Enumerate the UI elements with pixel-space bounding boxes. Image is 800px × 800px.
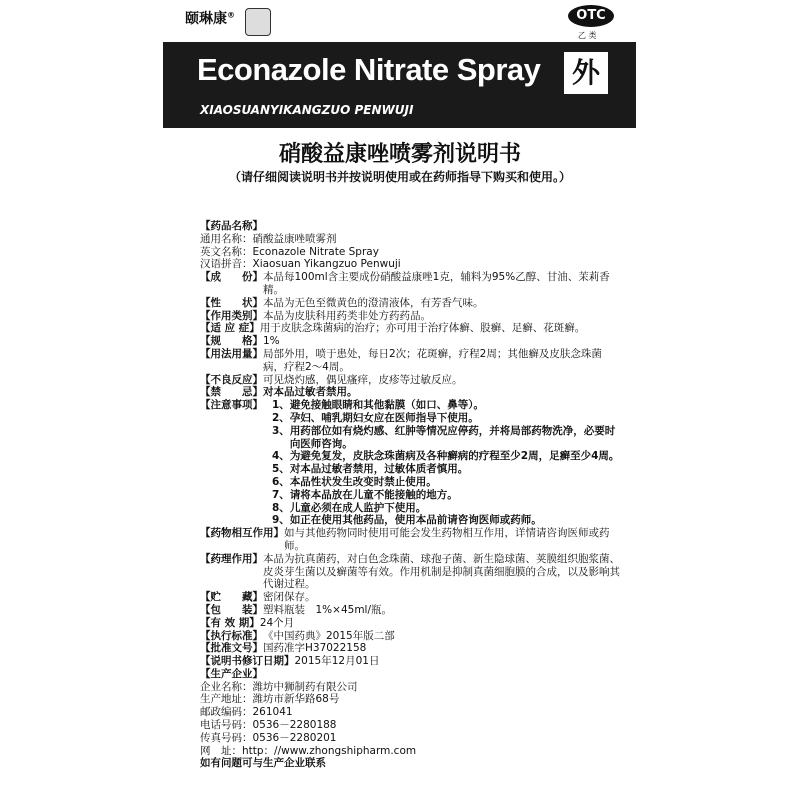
field-company — [200, 681, 620, 694]
section-value: 密闭保存。 — [263, 591, 316, 604]
precaution-number: 6、 — [272, 475, 290, 488]
section-manufacturer: 【生产企业】 — [200, 667, 263, 680]
field-value: http：//www.zhongshipharm.com — [242, 744, 417, 757]
precaution-item — [200, 399, 620, 412]
section-label: 【执行标准】 — [200, 629, 263, 642]
field-value: 261041 — [252, 706, 293, 719]
section-value: 塑料瓶装 1%×45ml/瓶。 — [263, 603, 392, 616]
precaution-text: 如正在使用其他药品，使用本品前请咨询医师或药师。 — [289, 514, 542, 527]
precaution-item — [200, 463, 620, 476]
section-composition — [200, 271, 620, 297]
section-label: 【作用类别】 — [200, 309, 263, 322]
precaution-text: 本品性状发生改变时禁止使用。 — [289, 475, 437, 488]
precaution-text: 对本品过敏者禁用，过敏体质者慎用。 — [289, 463, 469, 476]
precautions-list — [200, 399, 620, 527]
section-spec — [200, 335, 620, 348]
precaution-item — [200, 450, 620, 463]
precaution-item — [200, 514, 620, 527]
section-standard — [200, 630, 620, 643]
leaflet-body — [200, 220, 620, 770]
section-value: 国药准字H37022158 — [263, 642, 367, 655]
field-pinyin — [200, 258, 620, 271]
field-value: 硝酸益康唑喷雾剂 — [252, 232, 337, 245]
external-use-mark: 外 — [564, 52, 608, 94]
field-address — [200, 693, 620, 706]
precaution-number: 7、 — [272, 488, 290, 501]
field-label: 传真号码： — [200, 731, 253, 744]
section-adverse — [200, 374, 620, 387]
section-label: 【成 份】 — [200, 271, 263, 284]
section-contraindication — [200, 386, 620, 399]
field-english-name — [200, 246, 620, 259]
section-validity — [200, 617, 620, 630]
section-value: 本品为抗真菌药，对白色念珠菌、球孢子菌、新生隐球菌、荚膜组织胞浆菌、皮炎芽生菌以及癣菌等有效。作用机制是抑制真菌细胞膜的合成，以及影响其代谢过程。 — [263, 552, 620, 591]
otc-class-label: 乙 类 — [578, 31, 597, 40]
section-value: 本品每100ml含主要成份硝酸益康唑1克，辅料为95%乙醇、甘油、茉莉香精。 — [263, 271, 610, 296]
section-label: 【有 效 期】 — [200, 616, 260, 629]
section-character — [200, 297, 620, 310]
precaution-text: 请将本品放在儿童不能接触的地方。 — [289, 488, 458, 501]
field-fax — [200, 732, 620, 745]
field-label: 网 址： — [200, 744, 242, 757]
field-value: 0536－2280201 — [252, 731, 337, 744]
precaution-text: 孕妇、哺乳期妇女应在医师指导下使用。 — [289, 411, 479, 424]
field-generic-name — [200, 233, 620, 246]
section-category — [200, 310, 620, 323]
precaution-number: 1、 — [272, 399, 290, 412]
document-subtitle: （请仔细阅读说明书并按说明使用或在药师指导下购买和使用。） — [228, 170, 571, 184]
section-value: 用于皮肤念珠菌病的治疗；亦可用于治疗体癣、股癣、足癣、花斑癣。 — [259, 322, 586, 335]
precaution-item — [200, 412, 620, 425]
section-value: 《中国药典》2015年版二部 — [263, 629, 395, 642]
section-label: 【用法用量】 — [200, 347, 263, 360]
section-value: 局部外用，喷于患处，每日2次；花斑癣，疗程2周；其他癣及皮肤念珠菌病，疗程2～4周。 — [263, 347, 602, 373]
precaution-number: 4、 — [272, 450, 290, 463]
precaution-text: 儿童必须在成人监护下使用。 — [289, 501, 427, 514]
section-label: 【适 应 症】 — [200, 322, 260, 335]
brand-name: 颐琳康® — [185, 10, 235, 27]
precaution-number: 2、 — [272, 411, 290, 424]
field-postcode — [200, 706, 620, 719]
section-interaction — [200, 527, 620, 553]
otc-badge: OTC — [568, 5, 614, 27]
section-indication — [200, 322, 620, 335]
precaution-item — [200, 476, 620, 489]
precaution-number: 5、 — [272, 463, 290, 476]
field-label: 企业名称： — [200, 680, 253, 693]
section-value: 本品为无色至微黄色的澄清液体，有芳香气味。 — [263, 296, 484, 309]
field-label: 通用名称： — [200, 232, 253, 245]
section-label: 【禁 忌】 — [200, 386, 263, 399]
field-label: 电话号码： — [200, 719, 253, 732]
section-pharmacology — [200, 553, 620, 591]
field-phone — [200, 719, 620, 732]
field-value: 潍坊中狮制药有限公司 — [252, 680, 358, 693]
section-label: 【包 装】 — [200, 603, 263, 616]
section-label: 【药理作用】 — [200, 552, 263, 565]
section-storage — [200, 591, 620, 604]
field-label: 英文名称： — [200, 245, 253, 258]
field-value: 潍坊市新华路68号 — [252, 693, 340, 706]
english-product-title: Econazole Nitrate Spray — [197, 52, 541, 87]
section-value: 如与其他药物同时使用可能会发生药物相互作用，详情请咨询医师或药师。 — [284, 527, 610, 552]
field-label: 邮政编码： — [200, 706, 253, 719]
precaution-number: 3、 — [272, 424, 290, 437]
precaution-number: 9、 — [272, 514, 290, 527]
field-website — [200, 745, 620, 758]
footer-note: 如有问题可与生产企业联系 — [200, 757, 326, 770]
precaution-item — [200, 502, 620, 515]
section-label: 【贮 藏】 — [200, 591, 263, 604]
section-value: 2015年12月01日 — [294, 655, 380, 668]
section-value: 本品为皮肤科用药类非处方药药品。 — [263, 309, 431, 322]
field-value: 0536－2280188 — [252, 719, 337, 732]
section-label: 【不良反应】 — [200, 373, 263, 386]
section-value: 可见烧灼感，偶见瘙痒，皮疹等过敏反应。 — [263, 373, 463, 386]
section-value: 24个月 — [259, 616, 295, 629]
section-drug-name: 【药品名称】 — [200, 220, 263, 232]
section-usage — [200, 348, 620, 374]
section-label: 【性 状】 — [200, 296, 263, 309]
precaution-item — [200, 489, 620, 502]
field-label: 汉语拼音： — [200, 258, 253, 271]
section-label: 【说明书修订日期】 — [200, 655, 295, 668]
lion-logo-icon — [245, 8, 271, 36]
pinyin-product-title: XIAOSUANYIKANGZUO PENWUJI — [200, 103, 414, 117]
precaution-text: 用药部位如有烧灼感、红肿等情况应停药，并将局部药物洗净，必要时向医师咨询。 — [289, 424, 616, 450]
section-value: 1% — [263, 335, 280, 348]
section-approval — [200, 642, 620, 655]
document-title: 硝酸益康唑喷雾剂说明书 — [278, 142, 521, 167]
section-label: 【药物相互作用】 — [200, 527, 284, 540]
precaution-text: 避免接触眼睛和其他黏膜（如口、鼻等）。 — [289, 399, 485, 412]
field-value: Xiaosuan Yikangzuo Penwuji — [252, 258, 401, 271]
precaution-text: 为避免复发，皮肤念珠菌病及各种癣病的疗程至少2周，足癣至少4周。 — [289, 450, 620, 463]
section-package — [200, 604, 620, 617]
section-revision-date — [200, 655, 620, 668]
section-precautions: 【注意事项】 — [200, 399, 263, 412]
field-value: Econazole Nitrate Spray — [252, 245, 379, 258]
section-label: 【批准文号】 — [200, 642, 263, 655]
section-label: 【规 格】 — [200, 335, 263, 348]
precaution-item — [200, 425, 620, 451]
field-label: 生产地址： — [200, 693, 253, 706]
section-value: 对本品过敏者禁用。 — [263, 386, 358, 399]
precaution-number: 8、 — [272, 501, 290, 514]
